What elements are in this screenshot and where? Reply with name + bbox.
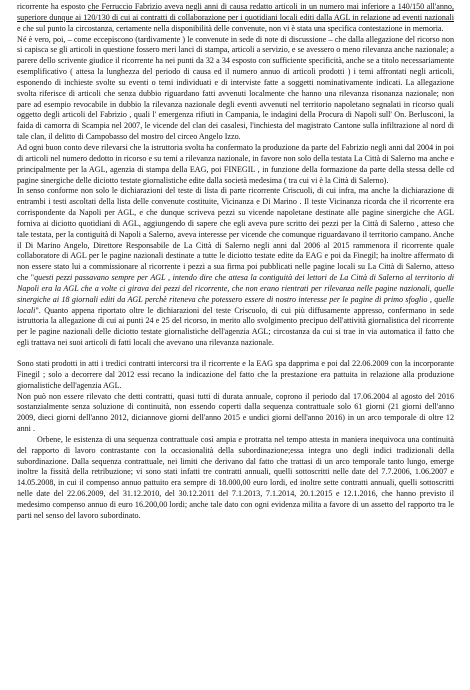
paragraph bbox=[17, 35, 454, 143]
text-run: ". Quanto appena riportato oltre le dichiarazioni del teste Criscuolo, di cui più diffusamente appresso, confermano in sede istruttoria la allegazione di cui ai punti 24 e 25 del ricorso, in merito allo svolgimento precipuo dell'attività giornalistica del ricorrente per le pagine nazionali delle diciotto testate giornalistiche dell'agenzia AGL; circostanza da cui si trae in via automatica il fatto che egli trattava nei suoi articoli di fatti locali che avevano una rilevanza nazionale. bbox=[17, 305, 454, 348]
text-run: Ad ogni buon conto deve rilevarsi che la istruttoria svolta ha confermato la produzione da parte del Fabrizio negli anni dal 2004 in poi di articoli nel numero dedotto in ricorso e su temi a rilevanza nazionale, in favore non solo della testata La Città di Salerno ma anche e principalmente per la AGL, agenzia di stampa della EAG, poi FINEGIL , in funzione della formazione da parte della stessa delle cd pagine sinergiche delle diciotto testate giornalistiche edite dalla società medesima ( tra cui vi è la Città di Salerno). bbox=[17, 142, 454, 185]
paragraph-gap bbox=[17, 349, 454, 359]
text-run: e che sul punto la circostanza, certamente nella disponibilità delle convenute, non vi è stata una specifica contestazione in memoria. bbox=[17, 23, 444, 33]
quoted-text: questi pezzi passavano sempre per AGL , intendo dire che attesa la contiguità dei lettori de La Città di Salerno al territorio di Napoli era la AGL che a volte ci girava dei pezzi del ricorrente, che non erano rientrati per rilevanza nelle pagine nazionali, quelle sinergiche ai 18 giornali editi da AGL perchè riteneva che potessero essere di nostro interesse per le pagine di primo sfoglio , quelle locali bbox=[17, 273, 454, 315]
paragraph bbox=[17, 186, 454, 349]
paragraph bbox=[17, 143, 454, 186]
text-run: Né è vero, poi, – come eccepiscono (tardivamente ) le convenute in sede di note di discussione – che dalla allegazione del ricorso non si capisca se gli articoli in questione fossero meri lanci di stampa, articoli a servizio, e se avessero o meno rilevanza anche nazionale; a parere dello scrivente giudice il ricorrente ha nei punti da 32 a 34 esposto con sufficiente specificità, anche se a titolo necessariamente esemplificativo ( attesa la lunghezza del periodo di causa ed il numero annuo di articoli prodotti ) i temi affrontati negli articoli, esponendo di inchieste svolte su eventi o temi individuati e di interviste fatte a soggetti nominativamente indicati. La allegazione svolta riferisce di articoli che senza dubbio riguardano fatti avvenuti localmente che hanno una rilevanza risonanza nazionale; non pare ad esempio revocabile in dubbio la rilevanza nazionale degli eventi avvenuti nel territorio napoletano segnalati in ricorso quali oggetto degli articoli del Fabrizio , quali l' emergenza rifiuti in Campania, le indagini della Procura di Napoli sull' On. Berlusconi, la faida di camorra di Scampia nel 2007, le vicende del clan dei casalesi, l'inchiesta del magistrato Cantone sulla infiltrazione al nord di tale clan, il delitto di Campobasso del mostro del circeo Angelo Izzo. bbox=[17, 34, 454, 142]
underlined-text: che Ferruccio Fabrizio aveva negli anni di causa redatto articoli in un numero mai inferiore a 140/150 all'anno, superiore dunque ai 120/130 di cui ai contratti di collaborazione per i quotidiani locali editi dalla AGL in relazione ad eventi nazionali bbox=[17, 2, 454, 22]
paragraph bbox=[17, 435, 454, 522]
paragraph bbox=[17, 359, 454, 392]
text-run: In senso conforme non solo le dichiarazioni del teste di lista di parte ricorrente Criscuoli, di cui infra, ma anche la dichiarazione di entrambi i testi ascoltati della lista delle convenute costituite, Vicinanza e Di Marino . Il teste Vicinanza ricorda che il ricorrente era corrispondente da Napoli per AGL, e che dunque scriveva pezzi su vicende napoletane destinate alle pagine sinergiche che AGL forniva ai diciotto quotidiani di AGL, aggiungendo di sapere che egli aveva pure scritto dei pezzi per la Città di Salerno , atteso che tale testata, per la contiguità di Napoli a Salerno, aveva interesse per vicende che comunque riguardavano il territorio campano. Anche il Di Marino Angelo, Direttore Responsabile de La Città di Salerno negli anni dal 2006 al 2015 rammenora il ricorrente quale collaboratore di AGL per le pagine nazionali destinate a tutte le diciotto testate edite da EAG e poi da Finegil; ha inoltre affermato di non essere stato lui a commissionare al ricorrente i pezzi a sua firma poi pubblicati nelle pagine locali su La Città di Salerno, atteso che " bbox=[17, 186, 454, 283]
text-run: Sono stati prodotti in atti i tredici contratti intercorsi tra il ricorrente e la EAG spa dapprima e poi dal 22.06.2009 con la incorporante Finegil ; solo a decorrere dal 2012 essi recano la indicazione del fatto che la prestazione era pattuita in relazione alla produzione giornalistiche dell'agenzia AGL. bbox=[17, 359, 454, 390]
text-run: ricorrente ha esposto bbox=[17, 2, 88, 11]
text-run: Orbene, le esistenza di una sequenza contrattuale così ampia e protratta nel tempo attesta in maniera inequivoca una continuità del rapporto di lavoro contrastante con la occasionalità della subordinazione;essa integra uno degli indici tradizionali della subordinazione. Dalla sequenza contrattuale, nei limiti che derivano dal fatto che trattasi di un arco temporale tanto lungo, emerge inoltre la fissità della retribuzione; vi sono stati infatti tre contratti annuali, quelli sottoscritti nelle date del 7.7.2006, 1.06.2007 e 14.05.2008, in cui il compenso annuo pattuito era sempre di 18.000,00 euro lordi, ed inoltre sette contratti annuali, quelli sottoscritti nelle date del 22.06.2009, del 31.12.2010, del 30.12.2011 del 7.1.2013, 7.1.2014, 20.1.2015 e 12.1.2016, che hanno previsto il medesimo compenso annuo di euro 16.200,00 lordi; anche tale dato con ogni evidenza milita a favore di un assetto del rapporto tra le parti nel senso del lavoro subordinato. bbox=[17, 434, 454, 520]
text-run: Non può non essere rilevato che detti contratti, quasi tutti di durata annuale, coprono il periodo dal 17.06.2004 al agosto del 2016 sostanzialmente senza soluzione di continuità, non essendo coperti dalla sequenza contrattuale solo 61 giorni (21 giorni dell'anno 2009, dieci giorni dell'anno 2012, diciannove giorni dell'anno 2015 e undici giorni dell'anno 2016) in un arco temporale di oltre 12 anni . bbox=[17, 391, 454, 434]
paragraph bbox=[17, 392, 454, 435]
paragraph bbox=[17, 2, 454, 35]
